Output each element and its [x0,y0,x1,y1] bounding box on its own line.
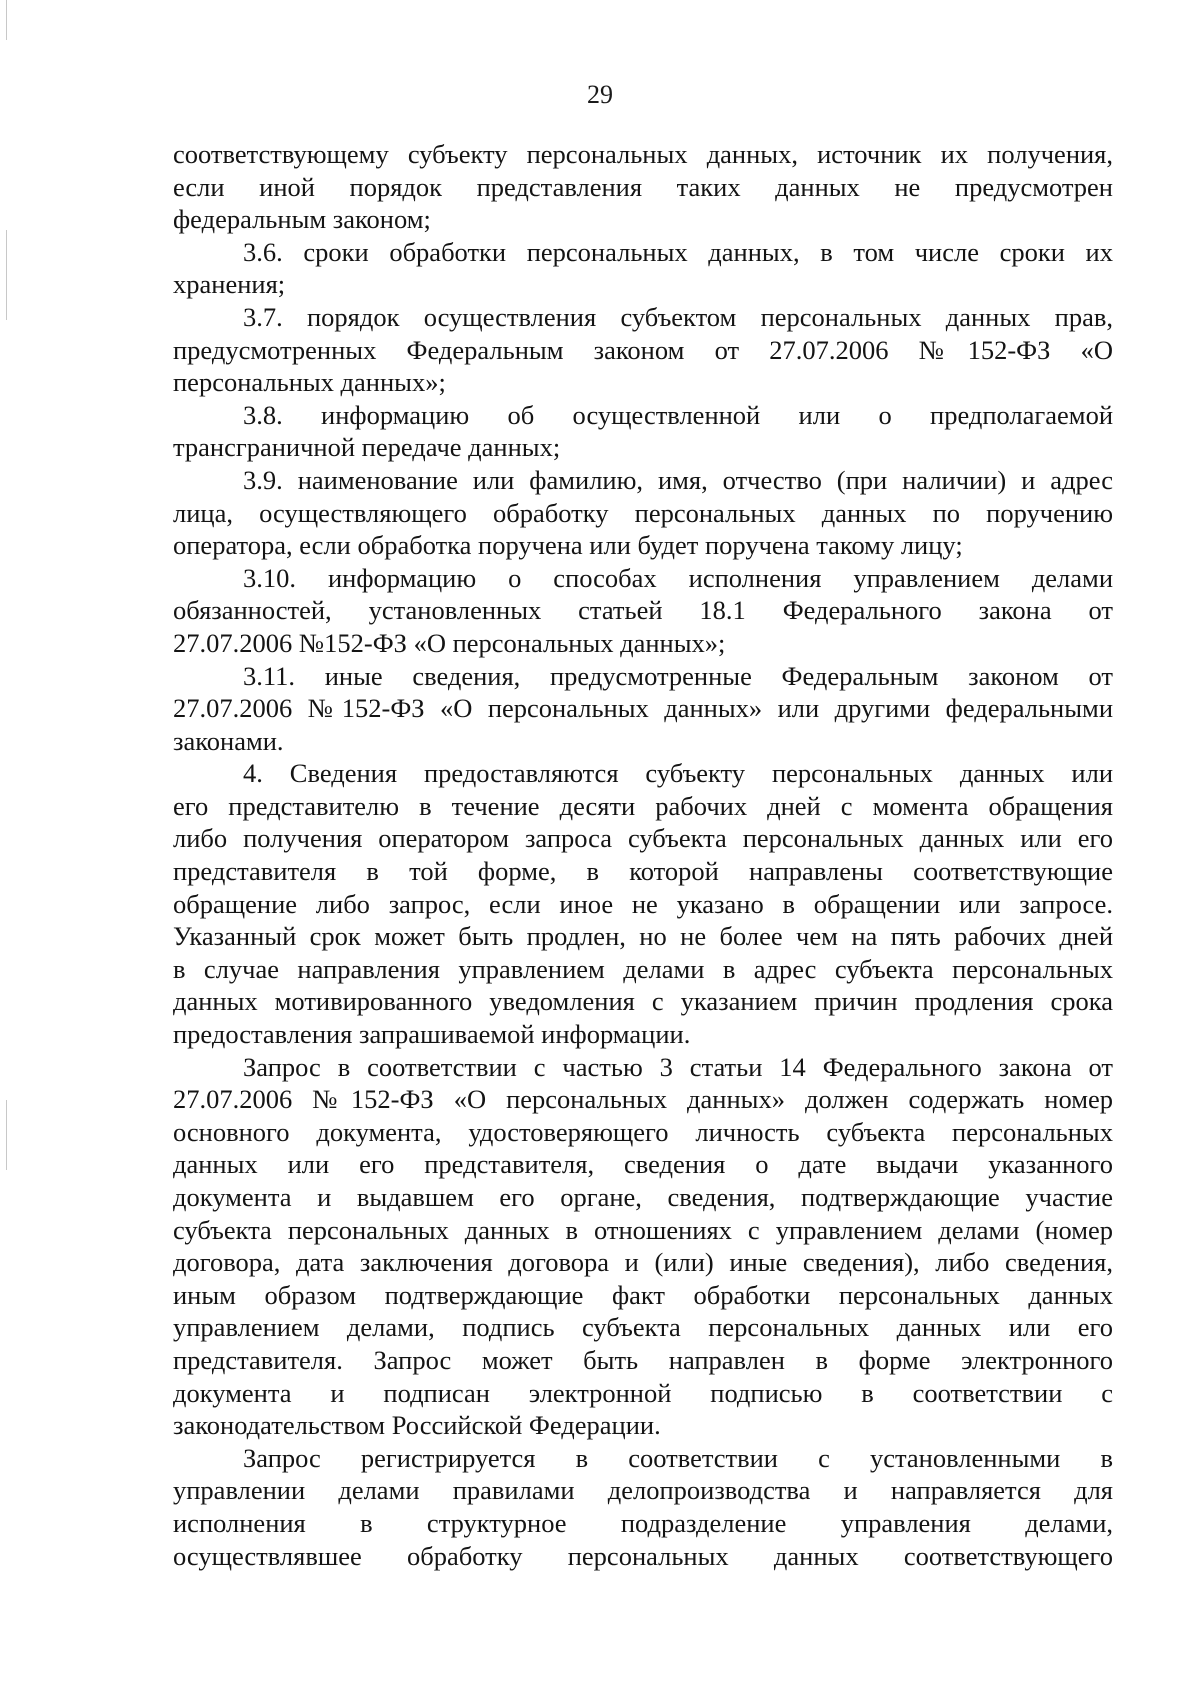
text-line: представителя. Запрос может быть направлен в форме электронного [173,1344,1113,1375]
text-line: обращение либо запрос, если иное не указано в обращении или запросе. [173,888,1113,919]
text-line: законами. [173,725,284,756]
text-line: федеральным законом; [173,204,431,235]
text-line: данных мотивированного уведомления с указанием причин продления срока [173,986,1113,1017]
text-line: лица, осуществляющего обработку персональных данных по поручению [173,497,1113,528]
text-line: 27.07.2006 №152-ФЗ «О персональных данных»; [173,627,726,658]
text-line: осуществлявшее обработку персональных данных соответствующего [173,1540,1113,1571]
text-line: его представителю в течение десяти рабочих дней с момента обращения [173,790,1113,821]
scan-edge-mark [6,0,7,40]
text-line: 3.8. информацию об осуществленной или о предполагаемой [243,399,1113,430]
text-line: законодательством Российской Федерации. [173,1410,661,1441]
text-line: 27.07.2006 №152-ФЗ «О персональных данных» должен содержать номер [173,1084,1113,1115]
text-line: хранения; [173,269,286,300]
text-line: исполнения в структурное подразделение управления делами, [173,1507,1113,1538]
text-line: договора, дата заключения договора и (или) иные сведения), либо сведения, [173,1247,1113,1278]
scan-edge-mark [6,230,7,320]
text-line: Указанный срок может быть продлен, но не более чем на пять рабочих дней [173,921,1113,952]
text-line: предоставления запрашиваемой информации. [173,1019,691,1050]
text-line: документа и выдавшем его органе, сведения, подтверждающие участие [173,1182,1113,1212]
text-line: в случае направления управлением делами в адрес субъекта персональных [173,953,1113,984]
scan-edge-mark [6,1100,7,1170]
text-line: 3.7. порядок осуществления субъектом персональных данных прав, [243,301,1113,332]
text-line: трансграничной передаче данных; [173,432,561,463]
page-number: 29 [587,80,613,109]
text-line: Запрос в соответствии с частью 3 статьи 14 Федерального закона от [243,1051,1113,1082]
text-line: основного документа, удостоверяющего личность субъекта персональных [173,1116,1113,1147]
text-line: представителя в той форме, в которой направлены соответствующие [173,856,1113,887]
text-line: документа и подписан электронной подписью в соответствии с [173,1377,1113,1408]
text-line: управлением делами, подпись субъекта персональных данных или его [173,1312,1113,1343]
text-line: либо получения оператором запроса субъекта персональных данных или его [173,823,1113,854]
text-line: 3.9. наименование или фамилию, имя, отчество (при наличии) и адрес [243,464,1113,495]
text-line: персональных данных»; [173,367,446,398]
text-line: 27.07.2006 №152-ФЗ «О персональных данных» или другими федеральными [173,693,1113,724]
text-line: если иной порядок представления таких данных не предусмотрен [173,171,1113,202]
text-line: 3.11. иные сведения, предусмотренные Федеральным законом от [243,660,1113,691]
text-line: управлении делами правилами делопроизводства и направляется для [173,1475,1113,1506]
text-line: иным образом подтверждающие факт обработки персональных данных [173,1279,1113,1310]
text-line: соответствующему субъекту персональных данных, источник их получения, [173,139,1113,169]
text-line: предусмотренных Федеральным законом от 27.07.2006 №152-ФЗ «О [173,334,1113,365]
text-line: данных или его представителя, сведения о дате выдачи указанного [173,1149,1113,1180]
text-line: 4. Сведения предоставляются субъекту персональных данных или [243,758,1113,789]
text-line: 3.10. информацию о способах исполнения управлением делами [243,562,1113,593]
text-line: 3.6. сроки обработки персональных данных, в том числе сроки их [243,236,1113,267]
text-line: субъекта персональных данных в отношениях с управлением делами (номер [173,1214,1113,1245]
document-body [173,138,1113,1572]
text-line: оператора, если обработка поручена или будет поручена такому лицу; [173,530,963,561]
text-line: Запрос регистрируется в соответствии с установленными в [243,1442,1113,1473]
text-line: обязанностей, установленных статьей 18.1 Федерального закона от [173,595,1113,626]
